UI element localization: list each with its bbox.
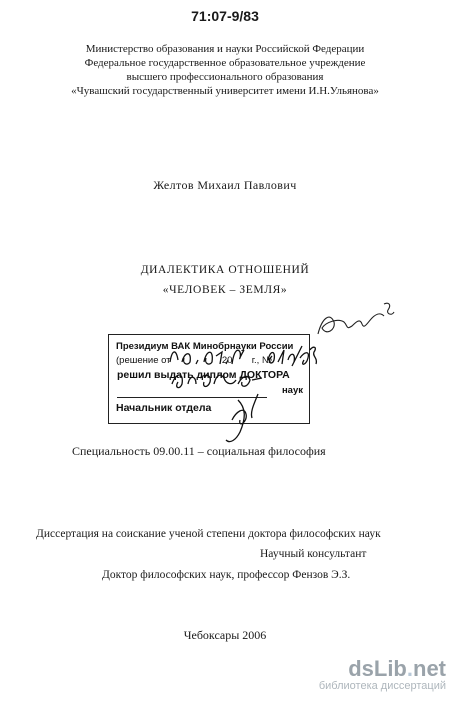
institution-line-1: Министерство образования и науки Российской Федерации xyxy=(85,43,365,55)
dslib-logo: dsLib.net xyxy=(348,656,446,681)
institution-line-3: высшего профессионального образования xyxy=(126,71,324,83)
consultant-name: Доктор философских наук, профессор Фензов Э.З. xyxy=(102,569,351,581)
institution-line-4: «Чувашский государственный университет имени И.Н.Ульянова» xyxy=(71,85,379,97)
stamp-line-4: наук xyxy=(281,385,303,396)
stamp-number-label: г., № xyxy=(251,355,273,366)
consultant-label: Научный консультант xyxy=(260,548,367,560)
dslib-watermark xyxy=(270,656,446,692)
institution-line-2: Федеральное государственное образовательное учреждение xyxy=(84,57,366,69)
author-name: Желтов Михаил Павлович xyxy=(153,178,297,192)
specialty-line: Специальность 09.00.11 – социальная философия xyxy=(72,444,326,458)
stamp-year-prefix: 20 xyxy=(221,355,233,366)
city-year: Чебоксары 2006 xyxy=(183,628,267,642)
stamp-line-3: решил выдать диплом ДОКТОРА xyxy=(117,369,290,381)
stamp-decision-label: (решение от xyxy=(116,355,171,366)
stamp-line-1: Президиум ВАК Минобрнауки России xyxy=(116,341,294,352)
dissertation-title-line-2: «ЧЕЛОВЕК – ЗЕМЛЯ» xyxy=(162,284,288,296)
registration-number: 71:07-9/83 xyxy=(191,8,259,24)
stamp-line-5: Начальник отдела xyxy=(116,402,212,414)
dissertation-degree-line: Диссертация на соискание ученой степени доктора философских наук xyxy=(36,528,381,540)
dissertation-title-line-1: ДИАЛЕКТИКА ОТНОШЕНИЙ xyxy=(140,264,310,276)
dslib-tagline: библиотека диссертаций xyxy=(318,680,446,692)
